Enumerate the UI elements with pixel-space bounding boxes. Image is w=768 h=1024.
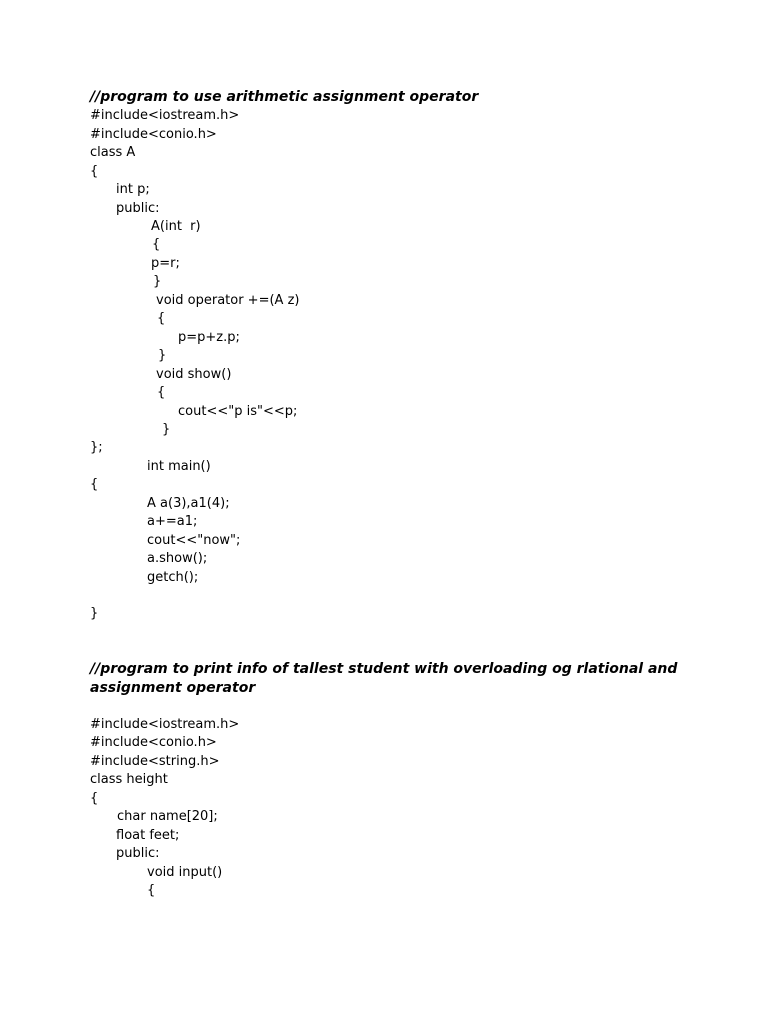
- code-line: getch();: [147, 570, 199, 585]
- code-line: {: [157, 311, 166, 326]
- code-line: int p;: [116, 182, 150, 197]
- code-line: };: [90, 440, 103, 455]
- code-line: public:: [116, 201, 160, 216]
- code-line: public:: [116, 846, 160, 861]
- code-line: }: [162, 422, 171, 437]
- code-line: char name[20];: [117, 809, 218, 824]
- code-line: }: [153, 274, 162, 289]
- code-line: #include<string.h>: [90, 754, 220, 769]
- code-line: {: [90, 791, 99, 806]
- code-line: {: [90, 477, 99, 492]
- code-line: #include<conio.h>: [90, 127, 217, 142]
- section2-heading-line2: assignment operator: [90, 680, 256, 696]
- code-line: int main(): [147, 459, 211, 474]
- section1-heading: //program to use arithmetic assignment operator: [90, 89, 479, 105]
- code-line: cout<<"now";: [147, 533, 241, 548]
- code-line: void operator +=(A z): [156, 293, 300, 308]
- code-line: a.show();: [147, 551, 208, 566]
- code-line: void show(): [156, 367, 232, 382]
- code-line: void input(): [147, 865, 223, 880]
- code-line: p=p+z.p;: [178, 330, 240, 345]
- code-line: A(int r): [151, 219, 201, 234]
- code-line: #include<iostream.h>: [90, 717, 240, 732]
- code-line: }: [158, 348, 167, 363]
- code-line: #include<conio.h>: [90, 735, 217, 750]
- code-line: #include<iostream.h>: [90, 108, 240, 123]
- section2-heading-line1: //program to print info of tallest student with overloading og rlational and: [90, 661, 678, 677]
- code-line: {: [152, 237, 161, 252]
- code-line: {: [147, 883, 156, 898]
- code-line: {: [157, 385, 166, 400]
- code-line: float feet;: [116, 828, 180, 843]
- code-line: {: [90, 164, 99, 179]
- code-line: a+=a1;: [147, 514, 198, 529]
- code-line: class height: [90, 772, 168, 787]
- code-line: p=r;: [151, 256, 180, 271]
- code-line: A a(3),a1(4);: [147, 496, 230, 511]
- code-line: }: [90, 606, 99, 621]
- code-line: class A: [90, 145, 136, 160]
- code-line: cout<<"p is"<<p;: [178, 404, 298, 419]
